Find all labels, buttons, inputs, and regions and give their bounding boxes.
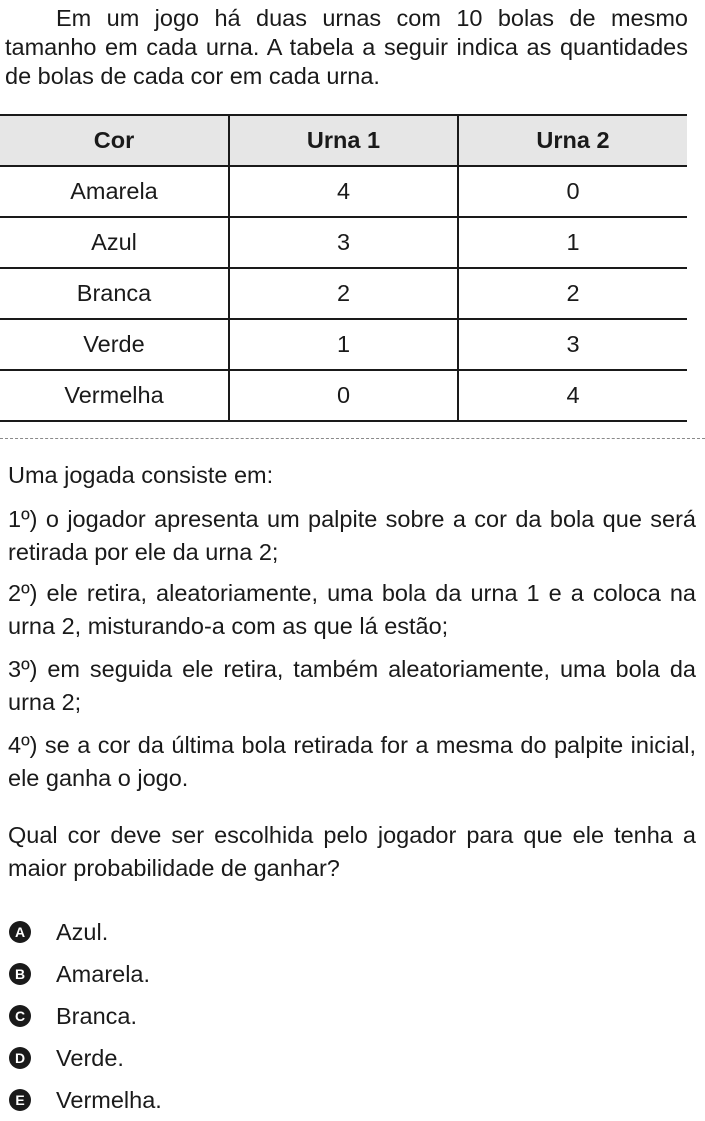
cell-color: Branca	[0, 268, 229, 319]
option-letter-badge: D	[9, 1047, 31, 1069]
step-1: 1º) o jogador apresenta um palpite sobre a cor da bola que será retirada por ele da urna 2;	[8, 506, 696, 565]
option-d[interactable]	[9, 1037, 162, 1079]
cell-color: Vermelha	[0, 370, 229, 421]
step-4: 4º) se a cor da última bola retirada for a mesma do palpite inicial, ele ganha o jogo.	[8, 732, 696, 791]
steps-intro: Uma jogada consiste em:	[8, 462, 274, 488]
intro-paragraph: Em um jogo há duas urnas com 10 bolas de mesmo tamanho em cada urna. A tabela a seguir indica as quantidades de bolas de cada cor em cada urna.	[5, 5, 688, 89]
cell-urna-1: 0	[229, 370, 458, 421]
option-a[interactable]	[9, 911, 162, 953]
cell-urna-1: 1	[229, 319, 458, 370]
option-letter-badge: E	[9, 1089, 31, 1111]
header-cor: Cor	[0, 115, 229, 166]
step-2: 2º) ele retira, aleatoriamente, uma bola da urna 1 e a coloca na urna 2, misturando-a com as que lá estão;	[8, 580, 696, 639]
option-letter-badge: B	[9, 963, 31, 985]
cell-urna-2: 4	[458, 370, 687, 421]
option-b[interactable]	[9, 953, 162, 995]
cell-urna-2: 1	[458, 217, 687, 268]
option-text: Azul.	[56, 918, 109, 945]
option-text: Verde.	[56, 1044, 124, 1071]
option-text: Amarela.	[56, 960, 151, 987]
cell-color: Verde	[0, 319, 229, 370]
cell-urna-1: 4	[229, 166, 458, 217]
header-urna-1: Urna 1	[229, 115, 458, 166]
option-letter-badge: A	[9, 921, 31, 943]
cell-urna-1: 3	[229, 217, 458, 268]
dashed-divider	[0, 438, 705, 439]
question: Qual cor deve ser escolhida pelo jogador para que ele tenha a maior probabilidade de ganhar?	[8, 822, 696, 881]
header-urna-2: Urna 2	[458, 115, 687, 166]
cell-urna-2: 2	[458, 268, 687, 319]
cell-urna-2: 3	[458, 319, 687, 370]
table-row	[0, 268, 687, 319]
table-row	[0, 217, 687, 268]
option-letter-badge: C	[9, 1005, 31, 1027]
option-c[interactable]	[9, 995, 162, 1037]
table-row	[0, 370, 687, 421]
cell-urna-1: 2	[229, 268, 458, 319]
step-3: 3º) em seguida ele retira, também aleatoriamente, uma bola da urna 2;	[8, 656, 696, 715]
option-text: Vermelha.	[56, 1086, 162, 1113]
answer-options	[9, 911, 162, 1121]
cell-urna-2: 0	[458, 166, 687, 217]
table-row	[0, 319, 687, 370]
cell-color: Azul	[0, 217, 229, 268]
cell-color: Amarela	[0, 166, 229, 217]
option-e[interactable]	[9, 1079, 162, 1121]
ball-count-table	[0, 114, 687, 422]
table-row	[0, 166, 687, 217]
table-header-row	[0, 115, 687, 166]
option-text: Branca.	[56, 1002, 137, 1029]
